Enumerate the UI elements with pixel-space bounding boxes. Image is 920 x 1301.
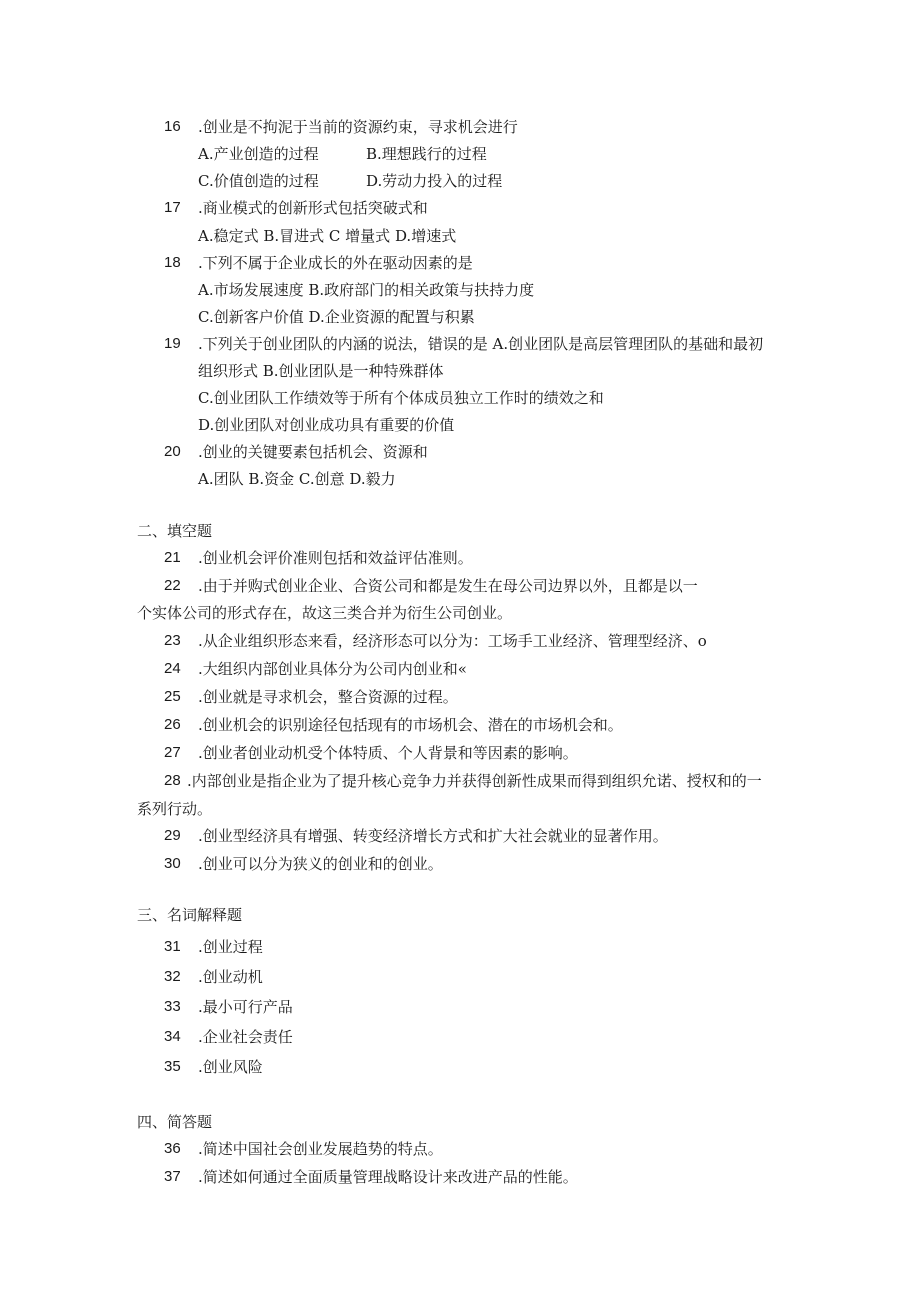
question-number: 26 (164, 716, 181, 733)
option-c: C.价值创造的过程 (198, 172, 319, 190)
section-heading-short: 四、简答题 (137, 1113, 213, 1131)
question-text: .简述如何通过全面质量管理战略设计来改进产品的性能。 (198, 1168, 578, 1186)
question-number: 25 (164, 688, 181, 705)
question-text: .内部创业是指企业为了提升核心竞争力并获得创新性成果而得到组织允诺、授权和的一 (187, 772, 762, 790)
question-number: 32 (164, 968, 181, 985)
question-text: .创业的关键要素包括机会、资源和 (198, 443, 428, 461)
question-text: .创业机会的识别途径包括现有的市场机会、潜在的市场机会和。 (198, 716, 623, 734)
question-number: 23 (164, 632, 181, 649)
question-text: .创业风险 (198, 1058, 263, 1076)
options-line: A.市场发展速度 B.政府部门的相关政策与扶持力度 (198, 281, 535, 299)
question-continuation: 系列行动。 (137, 800, 213, 818)
options-line: D.创业团队对创业成功具有重要的价值 (198, 416, 455, 434)
section-heading-fill: 二、填空题 (137, 522, 213, 540)
options-line: A.稳定式 B.冒进式 C 增量式 D.增速式 (198, 227, 457, 245)
question-number: 27 (164, 744, 181, 761)
question-text: .简述中国社会创业发展趋势的特点。 (198, 1140, 443, 1158)
question-text: .创业就是寻求机会，整合资源的过程。 (198, 688, 458, 706)
question-text: .创业机会评价准则包括和效益评估准则。 (198, 549, 473, 567)
question-number: 21 (164, 549, 181, 566)
question-text: .创业可以分为狭义的创业和的创业。 (198, 855, 443, 873)
question-text: .创业者创业动机受个体特质、个人背景和等因素的影响。 (198, 744, 578, 762)
question-number: 28 (164, 772, 181, 789)
options-line: A.团队 B.资金 C.创意 D.毅力 (198, 470, 396, 488)
question-continuation: 组织形式 B.创业团队是一种特殊群体 (198, 362, 444, 380)
question-number: 29 (164, 827, 181, 844)
option-a: A.产业创造的过程 (198, 145, 319, 163)
question-text: .大组织内部创业具体分为公司内创业和« (198, 660, 467, 678)
option-b: B.理想践行的过程 (366, 145, 487, 163)
question-text: .从企业组织形态来看，经济形态可以分为：工场手工业经济、管理型经济、o (198, 632, 707, 650)
question-number: 16 (164, 118, 181, 135)
question-text: .创业过程 (198, 938, 263, 956)
options-line: C.创业团队工作绩效等于所有个体成员独立工作时的绩效之和 (198, 389, 604, 407)
question-number: 33 (164, 998, 181, 1015)
question-text: .下列不属于企业成长的外在驱动因素的是 (198, 254, 473, 272)
question-number: 35 (164, 1058, 181, 1075)
question-number: 18 (164, 254, 181, 271)
question-number: 22 (164, 577, 181, 594)
question-number: 36 (164, 1140, 181, 1157)
question-number: 30 (164, 855, 181, 872)
question-text: .由于并购式创业企业、合资公司和都是发生在母公司边界以外，且都是以一 (198, 577, 698, 595)
options-line: C.创新客户价值 D.企业资源的配置与积累 (198, 308, 475, 326)
question-number: 34 (164, 1028, 181, 1045)
question-text: .创业是不拘泥于当前的资源约束，寻求机会进行 (198, 118, 518, 136)
question-text: .创业动机 (198, 968, 263, 986)
question-number: 31 (164, 938, 181, 955)
question-text: .创业型经济具有增强、转变经济增长方式和扩大社会就业的显著作用。 (198, 827, 668, 845)
question-number: 17 (164, 199, 181, 216)
question-text: .企业社会责任 (198, 1028, 293, 1046)
question-number: 24 (164, 660, 181, 677)
question-number: 20 (164, 443, 181, 460)
section-heading-terms: 三、名词解释题 (137, 906, 243, 924)
question-text: .最小可行产品 (198, 998, 293, 1016)
question-number: 37 (164, 1168, 181, 1185)
option-d: D.劳动力投入的过程 (366, 172, 503, 190)
question-text: .下列关于创业团队的内涵的说法，错误的是 A.创业团队是高层管理团队的基础和最初 (198, 335, 764, 353)
question-text: .商业模式的创新形式包括突破式和 (198, 199, 428, 217)
question-continuation: 个实体公司的形式存在，故这三类合并为衍生公司创业。 (137, 604, 513, 622)
question-number: 19 (164, 335, 181, 352)
